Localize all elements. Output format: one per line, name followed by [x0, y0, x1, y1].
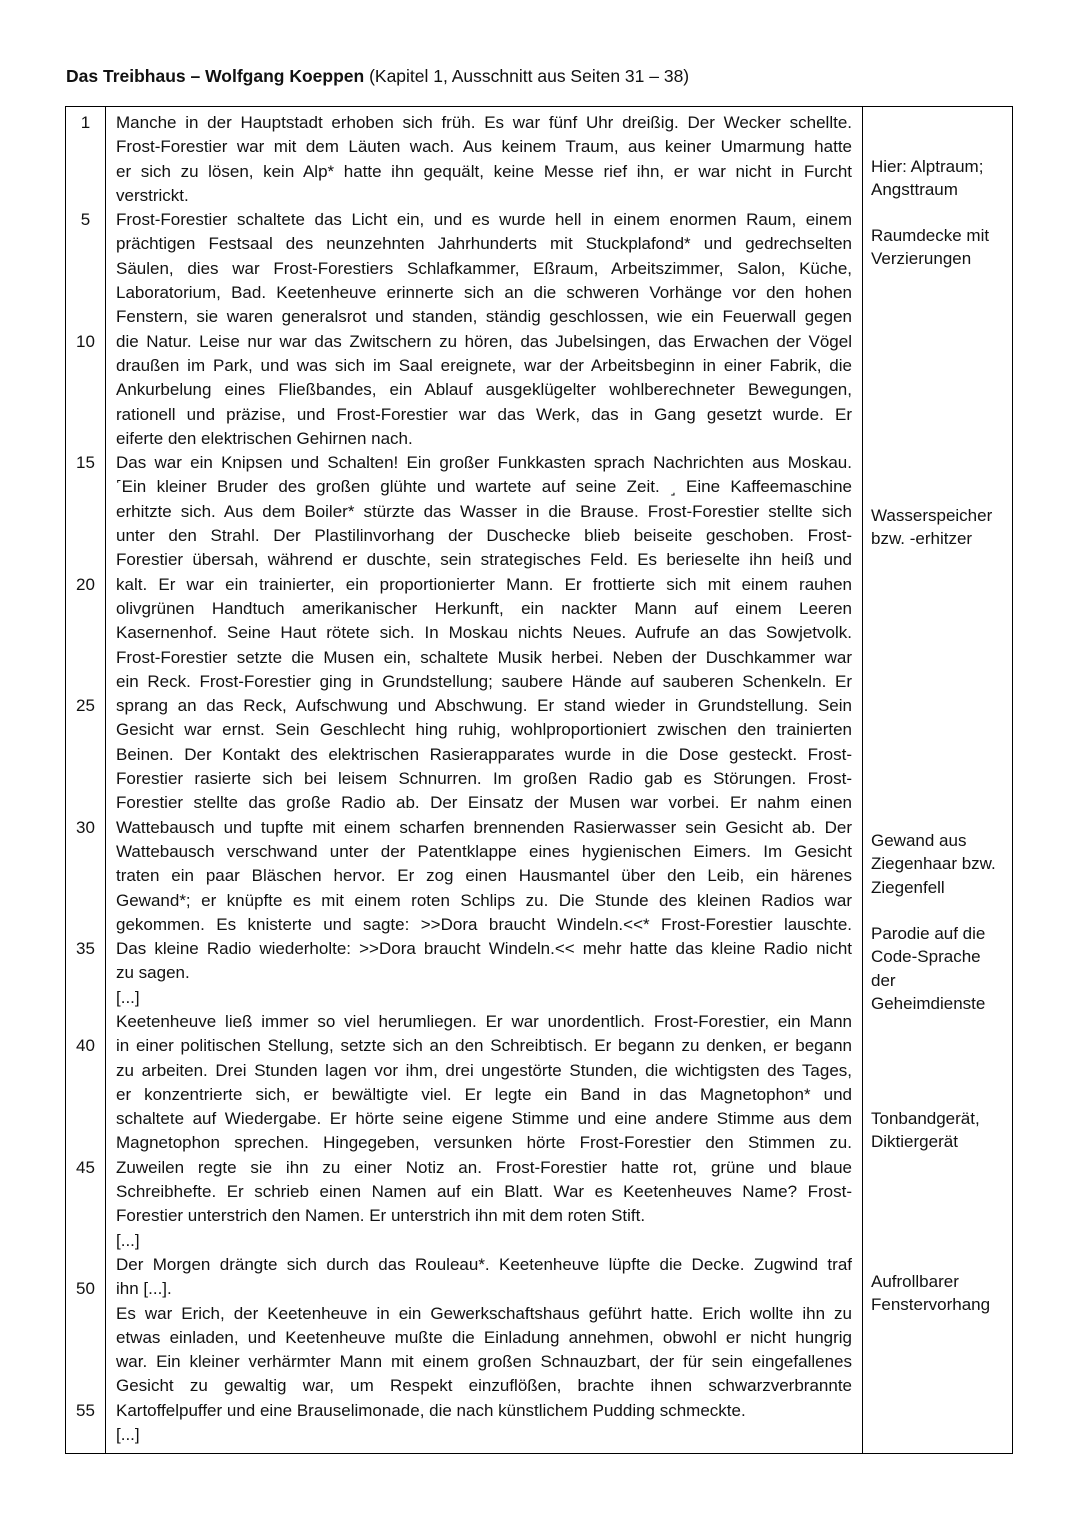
line-number: 1 — [80, 113, 91, 132]
gloss-gewand — [871, 829, 1011, 899]
gloss-line: Raumdecke mit — [871, 226, 990, 245]
text-line: Manche in der Hauptstadt erhoben sich früh. Es war fünf Uhr dreißig. Der Wecker schellte. — [116, 113, 852, 132]
text-line: traten ein paar Bläschen hervor. Er zog einen Hausmantel über den Leib, ein härenes — [116, 866, 852, 886]
line-number: 55 — [76, 1400, 95, 1420]
text-line: unter den Strahl. Der Plastilinvorhang der Duschecke blieb beiseite geschoben. Frost- — [116, 526, 852, 546]
gloss-dora — [871, 922, 1011, 1016]
gloss-alptraum — [871, 155, 1011, 202]
text-line: Keetenheuve ließ immer so viel herumliegen. Er war unordentlich. Frost-Forestier, ein Mann — [116, 1011, 852, 1031]
text-line: Ankurbelung eines Fließbandes, ein Ablauf ausgeklügelter wohlberechneter Bewegungen, — [116, 380, 852, 400]
text-line: Säulen, dies war Frost-Forestiers Schlafkammer, Eßraum, Arbeitszimmer, Salon, Küche, — [116, 258, 852, 278]
text-line: Beinen. Der Kontakt des elektrischen Rasierapparates wurde in die Dose gesteckt. Frost- — [116, 744, 852, 764]
text-line: kalt. Er war ein trainierter, ein proportionierter Mann. Er frottierte sich mit einem rauhen — [116, 574, 852, 594]
text-line: Frost-Forestier war mit dem Läuten wach. Aus keinem Traum, aus keiner Umarmung hatte — [116, 137, 852, 157]
line-number: 25 — [76, 696, 95, 716]
column-divider-right — [862, 107, 863, 1453]
text-line: zu arbeiten. Drei Stunden lagen vor ihm, drei ungestörte Stunden, die wichtigsten des Tages, — [116, 1060, 852, 1080]
text-line: Kartoffelpuffer und eine Brauselimonade, die nach künstlichem Pudding schmeckte. — [116, 1400, 746, 1420]
gloss-line: der — [871, 970, 896, 990]
line-number: 20 — [76, 574, 95, 594]
text-line: Der Morgen drängte sich durch das Rouleau*. Keetenheuve lüpfte die Decke. Zugwind traf — [116, 1254, 852, 1274]
text-table — [65, 106, 1013, 1454]
gloss-line: Code-Sprache — [871, 947, 981, 967]
gloss-line: Gewand aus — [871, 831, 967, 850]
title-bold: Das Treibhaus – Wolfgang Koeppen — [66, 66, 365, 86]
text-line: ein Reck. Frost-Forestier ging in Grundstellung; saubere Hände auf sauberen Schenkeln. Er — [116, 671, 852, 691]
line-number: 10 — [76, 331, 95, 351]
gloss-line: Fenstervorhang — [871, 1295, 991, 1315]
text-line: gekommen. Es knisterte und sagte: >>Dora braucht Windeln.<<* Frost-Forestier lauschte. — [116, 914, 852, 934]
gloss-line: Angsttraum — [871, 180, 958, 200]
text-line: ˹Ein kleiner Bruder des großen glühte und wartete auf seine Zeit. ˼ Eine Kaffeemaschine — [116, 477, 852, 497]
gloss-line: Ziegenhaar bzw. — [871, 854, 996, 874]
gloss-line: Geheimdienste — [871, 994, 986, 1014]
text-line: draußen im Park, und was sich im Saal ereignete, war der Arbeitsbeginn in einer Fabrik, die — [116, 355, 852, 375]
text-line: olivgrünen Handtuch amerikanischer Herkunft, ein nackter Mann auf einem Leeren — [116, 598, 852, 618]
text-line: erhitzte sich. Aus dem Boiler* stürzte das Wasser in die Brause. Frost-Forestier stellte sich — [116, 501, 852, 521]
text-line: Gesicht zu gewaltig war, um Respekt einzuflößen, brachte ihnen schwarzverbrannte — [116, 1376, 852, 1396]
text-line: [...] — [116, 1425, 140, 1445]
gloss-line: Tonbandgerät, — [871, 1109, 980, 1128]
text-line: Forestier übersah, während er duschte, sein strategisches Feld. Es berieselte ihn heiß und — [116, 550, 852, 570]
text-line: er konzentrierte sich, er bewältigte viel. Er legte ein Band in das Magnetophon* und — [116, 1084, 852, 1104]
text-line: Kasernenhof. Seine Haut rötete sich. In Moskau nichts Neues. Aufrufe an das Sowjetvolk. — [116, 623, 852, 643]
text-line: Gewand*; er knüpfte es mit einem roten Schlips zu. Die Stunde des kleinen Radios war — [116, 890, 852, 910]
text-line: Wattebausch und tupfte mit einem scharfen brennenden Rasierwasser sein Gesicht ab. Der — [116, 817, 852, 837]
gloss-line: Ziegenfell — [871, 877, 945, 897]
document-title — [66, 66, 689, 87]
text-line: [...] — [116, 1230, 140, 1250]
text-line: in einer politischen Stellung, setzte sich an den Schreibtisch. Er begann zu denken, er begann — [116, 1036, 852, 1056]
line-number: 50 — [76, 1279, 95, 1299]
gloss-line: Diktiergerät — [871, 1132, 958, 1152]
text-line: zu sagen. — [116, 963, 190, 983]
gloss-line: Verzierungen — [871, 249, 972, 269]
text-line: Forestier stellte das große Radio ab. Der Einsatz der Musen war vorbei. Er nahm einen — [116, 793, 852, 813]
gloss-magnetophon — [871, 1107, 1011, 1154]
gloss-line: bzw. -erhitzer — [871, 529, 973, 549]
gloss-stuckplafond — [871, 224, 1011, 271]
text-line: sprang an das Reck, Aufschwung und Abschwung. Er stand wieder in Grundstellung. Sein — [116, 696, 852, 716]
gloss-line: Aufrollbarer — [871, 1272, 959, 1291]
text-line: Laboratorium, Bad. Keetenheuve erinnerte sich an die schweren Vorhänge vor den hohen — [116, 283, 852, 303]
text-line: rationell und präzise, und Frost-Forestier war das Werk, das in Gang gesetzt wurde. Er — [116, 404, 852, 424]
text-line: verstrickt. — [116, 185, 189, 205]
text-column — [116, 111, 852, 1447]
gloss-line: Parodie auf die — [871, 924, 986, 943]
text-line: die Natur. Leise nur war das Zwitschern zu hören, das Jubelsingen, das Erwachen der Vögel — [116, 331, 852, 351]
line-number: 5 — [80, 210, 91, 230]
text-line: [...] — [116, 987, 140, 1007]
text-line: Fenstern, sie waren generalsrot und standen, ständig geschlossen, wie ein Feuerwall gegen — [116, 307, 852, 327]
title-subtitle: (Kapitel 1, Ausschnitt aus Seiten 31 – 38) — [364, 66, 690, 86]
gloss-rouleau — [871, 1270, 1011, 1317]
text-line: eiferte den elektrischen Gehirnen nach. — [116, 428, 413, 448]
gloss-boiler — [871, 504, 1011, 551]
text-line: Das war ein Knipsen und Schalten! Ein großer Funkkasten sprach Nachrichten aus Moskau. — [116, 453, 852, 473]
line-number: 35 — [76, 939, 95, 959]
text-line: Gesicht war ernst. Sein Geschlecht hing ruhig, wohlproportioniert zwischen den trainierten — [116, 720, 852, 740]
line-number: 15 — [76, 453, 95, 473]
text-line: Schreibhefte. Er schrieb einen Namen auf ein Blatt. War es Keetenheuves Name? Frost- — [116, 1182, 852, 1202]
text-line: Frost-Forestier setzte die Musen ein, schaltete Musik herbei. Neben der Duschkammer war — [116, 647, 852, 667]
text-line: prächtigen Festsaal des neunzehnten Jahrhunderts mit Stuckplafond* und gedrechselten — [116, 234, 852, 254]
text-line: Das kleine Radio wiederholte: >>Dora braucht Windeln.<< mehr hatte das kleine Radio nicht — [116, 939, 852, 959]
text-line: Frost-Forestier schaltete das Licht ein, und es wurde hell in einem enormen Raum, einem — [116, 210, 852, 230]
text-line: Forestier rasierte sich bei leisem Schnurren. Im großen Radio gab es Störungen. Frost- — [116, 769, 852, 789]
text-line: etwas einladen, und Keetenheuve mußte die Einladung annehmen, obwohl er nicht hungrig — [116, 1327, 852, 1347]
line-number: 30 — [76, 817, 95, 837]
column-divider-left — [105, 107, 106, 1453]
text-line: schaltete auf Wiedergabe. Er hörte seine eigene Stimme und eine andere Stimme aus dem — [116, 1109, 852, 1129]
line-number: 45 — [76, 1157, 95, 1177]
text-line: Zuweilen regte sie ihn zu einer Notiz an. Frost-Forestier hatte rot, grüne und blaue — [116, 1157, 852, 1177]
text-line: Es war Erich, der Keetenheuve in ein Gewerkschaftshaus geführt hatte. Erich wollte ihn zu — [116, 1303, 852, 1323]
gloss-line: Wasserspeicher — [871, 506, 993, 525]
text-line: war. Ein kleiner verhärmter Mann mit einem großen Schnauzbart, der für sein eingefallenes — [116, 1352, 852, 1372]
text-line: Wattebausch verschwand unter der Patentklappe eines hygienischen Eimers. Im Gesicht — [116, 841, 852, 861]
gloss-line: Hier: Alptraum; — [871, 157, 984, 176]
text-line: Forestier unterstrich den Namen. Er unterstrich ihn mit dem roten Stift. — [116, 1206, 646, 1226]
text-line: Magnetophon sprechen. Hingegeben, versunken hörte Frost-Forestier den Stimmen zu. — [116, 1133, 852, 1153]
line-number: 40 — [76, 1036, 95, 1056]
text-line: ihn [...]. — [116, 1279, 172, 1299]
text-line: er sich zu lösen, kein Alp* hatte ihn gequält, keine Messe rief ihn, er war nicht in Furcht — [116, 161, 852, 181]
